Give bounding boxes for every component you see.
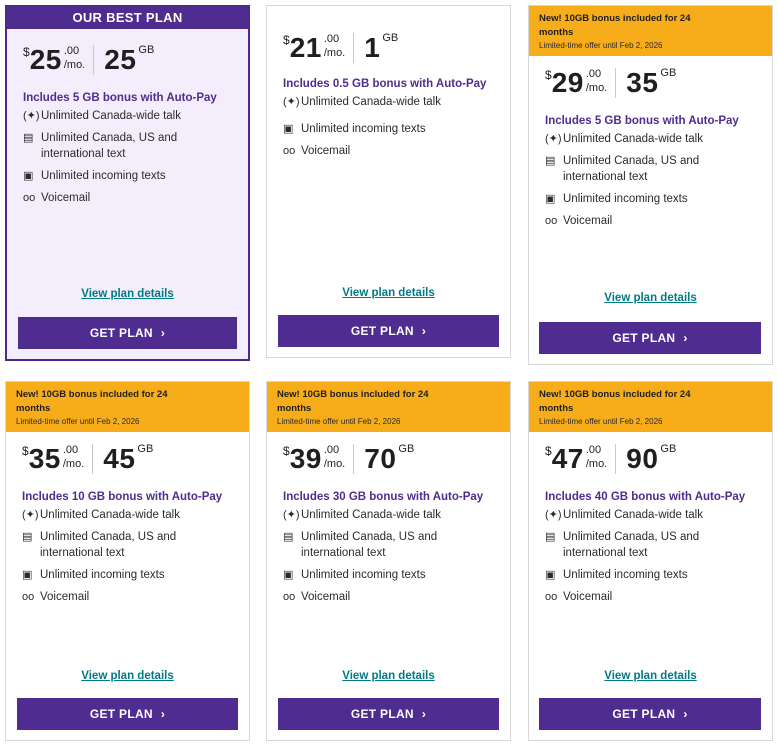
bonus-text: Includes 30 GB bonus with Auto-Pay: [283, 491, 484, 503]
chat-icon: ▣: [545, 569, 556, 581]
message-icon: ▤: [22, 531, 33, 543]
chevron-right-icon: ›: [160, 326, 166, 340]
feature-voicemail: [23, 190, 248, 206]
cents-value: .00: [585, 68, 602, 80]
currency-symbol: $: [283, 444, 290, 458]
feature-label: Unlimited Canada-wide talk: [40, 509, 180, 521]
price-divider: [353, 444, 354, 474]
promo-subtitle: Limited-time offer until Feb 2, 2026: [277, 417, 401, 426]
canada-flag-icon: (✦): [283, 509, 300, 521]
per-month: /mo.: [585, 82, 608, 94]
price-cents: [586, 444, 607, 470]
plan-card-1: [5, 5, 250, 361]
message-icon: ▤: [545, 155, 556, 167]
cents-value: .00: [323, 444, 340, 456]
feature-incoming: [545, 191, 772, 207]
per-month: /mo.: [63, 59, 86, 71]
plan-card-2: [266, 5, 511, 358]
data-amount: 35: [626, 67, 659, 98]
feature-text: [283, 529, 510, 561]
feature-voicemail: [283, 143, 510, 159]
currency-symbol: $: [283, 33, 290, 47]
price-row: [22, 442, 249, 474]
bonus-text: Includes 40 GB bonus with Auto-Pay: [545, 491, 746, 503]
currency-symbol: $: [545, 444, 552, 458]
per-month: /mo.: [585, 458, 608, 470]
chat-icon: ▣: [545, 193, 556, 205]
feature-voicemail: [22, 589, 249, 605]
view-plan-details-link[interactable]: View plan details: [342, 670, 435, 682]
feature-talk: [545, 131, 772, 147]
get-plan-button[interactable]: [539, 698, 761, 730]
voicemail-icon: oo: [283, 591, 296, 603]
feature-incoming: [545, 567, 772, 583]
bonus-text: Includes 0.5 GB bonus with Auto-Pay: [283, 78, 487, 90]
chevron-right-icon: ›: [421, 324, 427, 338]
feature-talk: [283, 507, 510, 523]
price-divider: [615, 444, 616, 474]
promo-title: New! 10GB bonus included for 24 months: [539, 389, 691, 414]
view-plan-details-link[interactable]: View plan details: [604, 670, 697, 682]
feature-talk: [22, 507, 249, 523]
plan-card-3: [528, 5, 773, 365]
price-row: [545, 442, 772, 474]
button-label: GET PLAN: [350, 707, 414, 721]
feature-label: Unlimited incoming texts: [40, 569, 165, 581]
price-amount: 29: [551, 67, 584, 98]
feature-label: Voicemail: [41, 192, 91, 204]
per-month: /mo.: [323, 458, 346, 470]
button-label: GET PLAN: [350, 324, 414, 338]
data-amount: 25: [104, 44, 137, 75]
feature-label: Voicemail: [563, 591, 613, 603]
feature-label: Unlimited Canada, US and international text: [563, 531, 700, 559]
get-plan-button[interactable]: [278, 698, 499, 730]
chevron-right-icon: ›: [421, 707, 427, 721]
currency-symbol: $: [545, 68, 552, 82]
get-plan-button[interactable]: [278, 315, 499, 347]
voicemail-icon: oo: [283, 145, 296, 157]
button-label: GET PLAN: [89, 707, 153, 721]
view-plan-details-link[interactable]: View plan details: [604, 292, 697, 304]
data-unit: GB: [398, 443, 415, 455]
chevron-right-icon: ›: [683, 331, 688, 345]
promo-title: New! 10GB bonus included for 24 months: [539, 13, 691, 38]
feature-label: Unlimited Canada, US and international text: [563, 155, 700, 183]
currency-symbol: $: [23, 45, 30, 59]
data-unit: GB: [137, 443, 154, 455]
promo-banner: [529, 382, 772, 432]
feature-talk: [283, 94, 510, 110]
price-row: [283, 31, 510, 63]
plan-card-6: [528, 381, 773, 741]
feature-voicemail: [545, 589, 772, 605]
voicemail-icon: oo: [545, 215, 558, 227]
chat-icon: ▣: [283, 569, 294, 581]
button-label: GET PLAN: [612, 707, 676, 721]
price-row: [283, 442, 510, 474]
price-divider: [93, 45, 94, 75]
feature-label: Unlimited incoming texts: [301, 123, 426, 135]
bonus-text: Includes 10 GB bonus with Auto-Pay: [22, 491, 223, 503]
price-divider: [92, 444, 93, 474]
price-row: [23, 43, 248, 75]
bonus-text: Includes 5 GB bonus with Auto-Pay: [545, 115, 739, 127]
button-label: GET PLAN: [89, 326, 153, 340]
view-plan-details-link[interactable]: View plan details: [81, 288, 174, 300]
feature-talk: [23, 108, 248, 124]
bonus-text: Includes 5 GB bonus with Auto-Pay: [23, 92, 217, 104]
price-divider: [615, 68, 616, 98]
voicemail-icon: oo: [545, 591, 558, 603]
feature-label: Unlimited incoming texts: [563, 569, 688, 581]
canada-flag-icon: (✦): [545, 133, 562, 145]
voicemail-icon: oo: [22, 591, 35, 603]
feature-voicemail: [545, 213, 772, 229]
feature-label: Unlimited Canada, US and international text: [301, 531, 438, 559]
promo-banner: [6, 382, 249, 432]
data-unit: GB: [138, 44, 155, 56]
data-unit: GB: [382, 32, 399, 44]
feature-label: Voicemail: [301, 145, 351, 157]
feature-text: [22, 529, 249, 561]
data-amount: 1: [364, 32, 381, 63]
feature-incoming: [283, 567, 510, 583]
cents-value: .00: [63, 45, 80, 57]
best-plan-badge: OUR BEST PLAN: [7, 7, 248, 29]
price-amount: 21: [289, 32, 322, 63]
price-amount: 39: [289, 443, 322, 474]
feature-label: Voicemail: [563, 215, 613, 227]
feature-label: Unlimited Canada-wide talk: [301, 96, 441, 108]
voicemail-icon: oo: [23, 192, 36, 204]
price-cents: [324, 444, 345, 470]
feature-label: Unlimited incoming texts: [563, 193, 688, 205]
plan-card-5: [266, 381, 511, 741]
feature-label: Unlimited Canada-wide talk: [41, 110, 181, 122]
feature-voicemail: [283, 589, 510, 605]
canada-flag-icon: (✦): [22, 509, 39, 521]
price-cents: [64, 45, 85, 71]
price-amount: 35: [28, 443, 61, 474]
currency-symbol: $: [22, 444, 29, 458]
cents-value: .00: [323, 33, 340, 45]
feature-incoming: [23, 168, 248, 184]
price-cents: [324, 33, 345, 59]
chevron-right-icon: ›: [683, 707, 688, 721]
message-icon: ▤: [23, 132, 34, 144]
view-plan-details-link[interactable]: View plan details: [342, 287, 435, 299]
chat-icon: ▣: [283, 123, 294, 135]
feature-label: Unlimited Canada, US and international text: [40, 531, 177, 559]
data-unit: GB: [660, 67, 677, 79]
promo-title: New! 10GB bonus included for 24 months: [16, 389, 168, 414]
promo-subtitle: Limited-time offer until Feb 2, 2026: [539, 41, 663, 50]
price-cents: [586, 68, 607, 94]
price-amount: 25: [29, 44, 62, 75]
feature-label: Unlimited Canada-wide talk: [563, 509, 703, 521]
view-plan-details-link[interactable]: View plan details: [81, 670, 174, 682]
per-month: /mo.: [323, 47, 346, 59]
canada-flag-icon: (✦): [545, 509, 562, 521]
canada-flag-icon: (✦): [23, 110, 40, 122]
get-plan-button[interactable]: [17, 698, 238, 730]
feature-incoming: [283, 121, 510, 137]
message-icon: ▤: [283, 531, 294, 543]
chevron-right-icon: ›: [160, 707, 166, 721]
promo-banner: [529, 6, 772, 56]
feature-text: [545, 153, 772, 185]
feature-text: [23, 130, 248, 162]
feature-talk: [545, 507, 772, 523]
promo-subtitle: Limited-time offer until Feb 2, 2026: [539, 417, 663, 426]
feature-label: Voicemail: [40, 591, 90, 603]
cents-value: .00: [62, 444, 79, 456]
get-plan-button[interactable]: [539, 322, 761, 354]
chat-icon: ▣: [22, 569, 33, 581]
feature-label: Voicemail: [301, 591, 351, 603]
price-divider: [353, 33, 354, 63]
price-amount: 47: [551, 443, 584, 474]
feature-text: [545, 529, 772, 561]
data-amount: 90: [626, 443, 659, 474]
button-label: GET PLAN: [612, 331, 676, 345]
canada-flag-icon: (✦): [283, 96, 300, 108]
plan-card-4: [5, 381, 250, 741]
feature-label: Unlimited Canada, US and international text: [41, 132, 178, 160]
data-amount: 70: [364, 443, 397, 474]
data-unit: GB: [660, 443, 677, 455]
chat-icon: ▣: [23, 170, 34, 182]
data-amount: 45: [103, 443, 136, 474]
get-plan-button[interactable]: [18, 317, 237, 349]
feature-label: Unlimited Canada-wide talk: [301, 509, 441, 521]
feature-incoming: [22, 567, 249, 583]
feature-label: Unlimited incoming texts: [41, 170, 166, 182]
promo-title: New! 10GB bonus included for 24 months: [277, 389, 429, 414]
promo-subtitle: Limited-time offer until Feb 2, 2026: [16, 417, 140, 426]
feature-label: Unlimited Canada-wide talk: [563, 133, 703, 145]
price-row: [545, 66, 772, 98]
cents-value: .00: [585, 444, 602, 456]
price-cents: [63, 444, 84, 470]
feature-label: Unlimited incoming texts: [301, 569, 426, 581]
per-month: /mo.: [62, 458, 85, 470]
promo-banner: [267, 382, 510, 432]
message-icon: ▤: [545, 531, 556, 543]
